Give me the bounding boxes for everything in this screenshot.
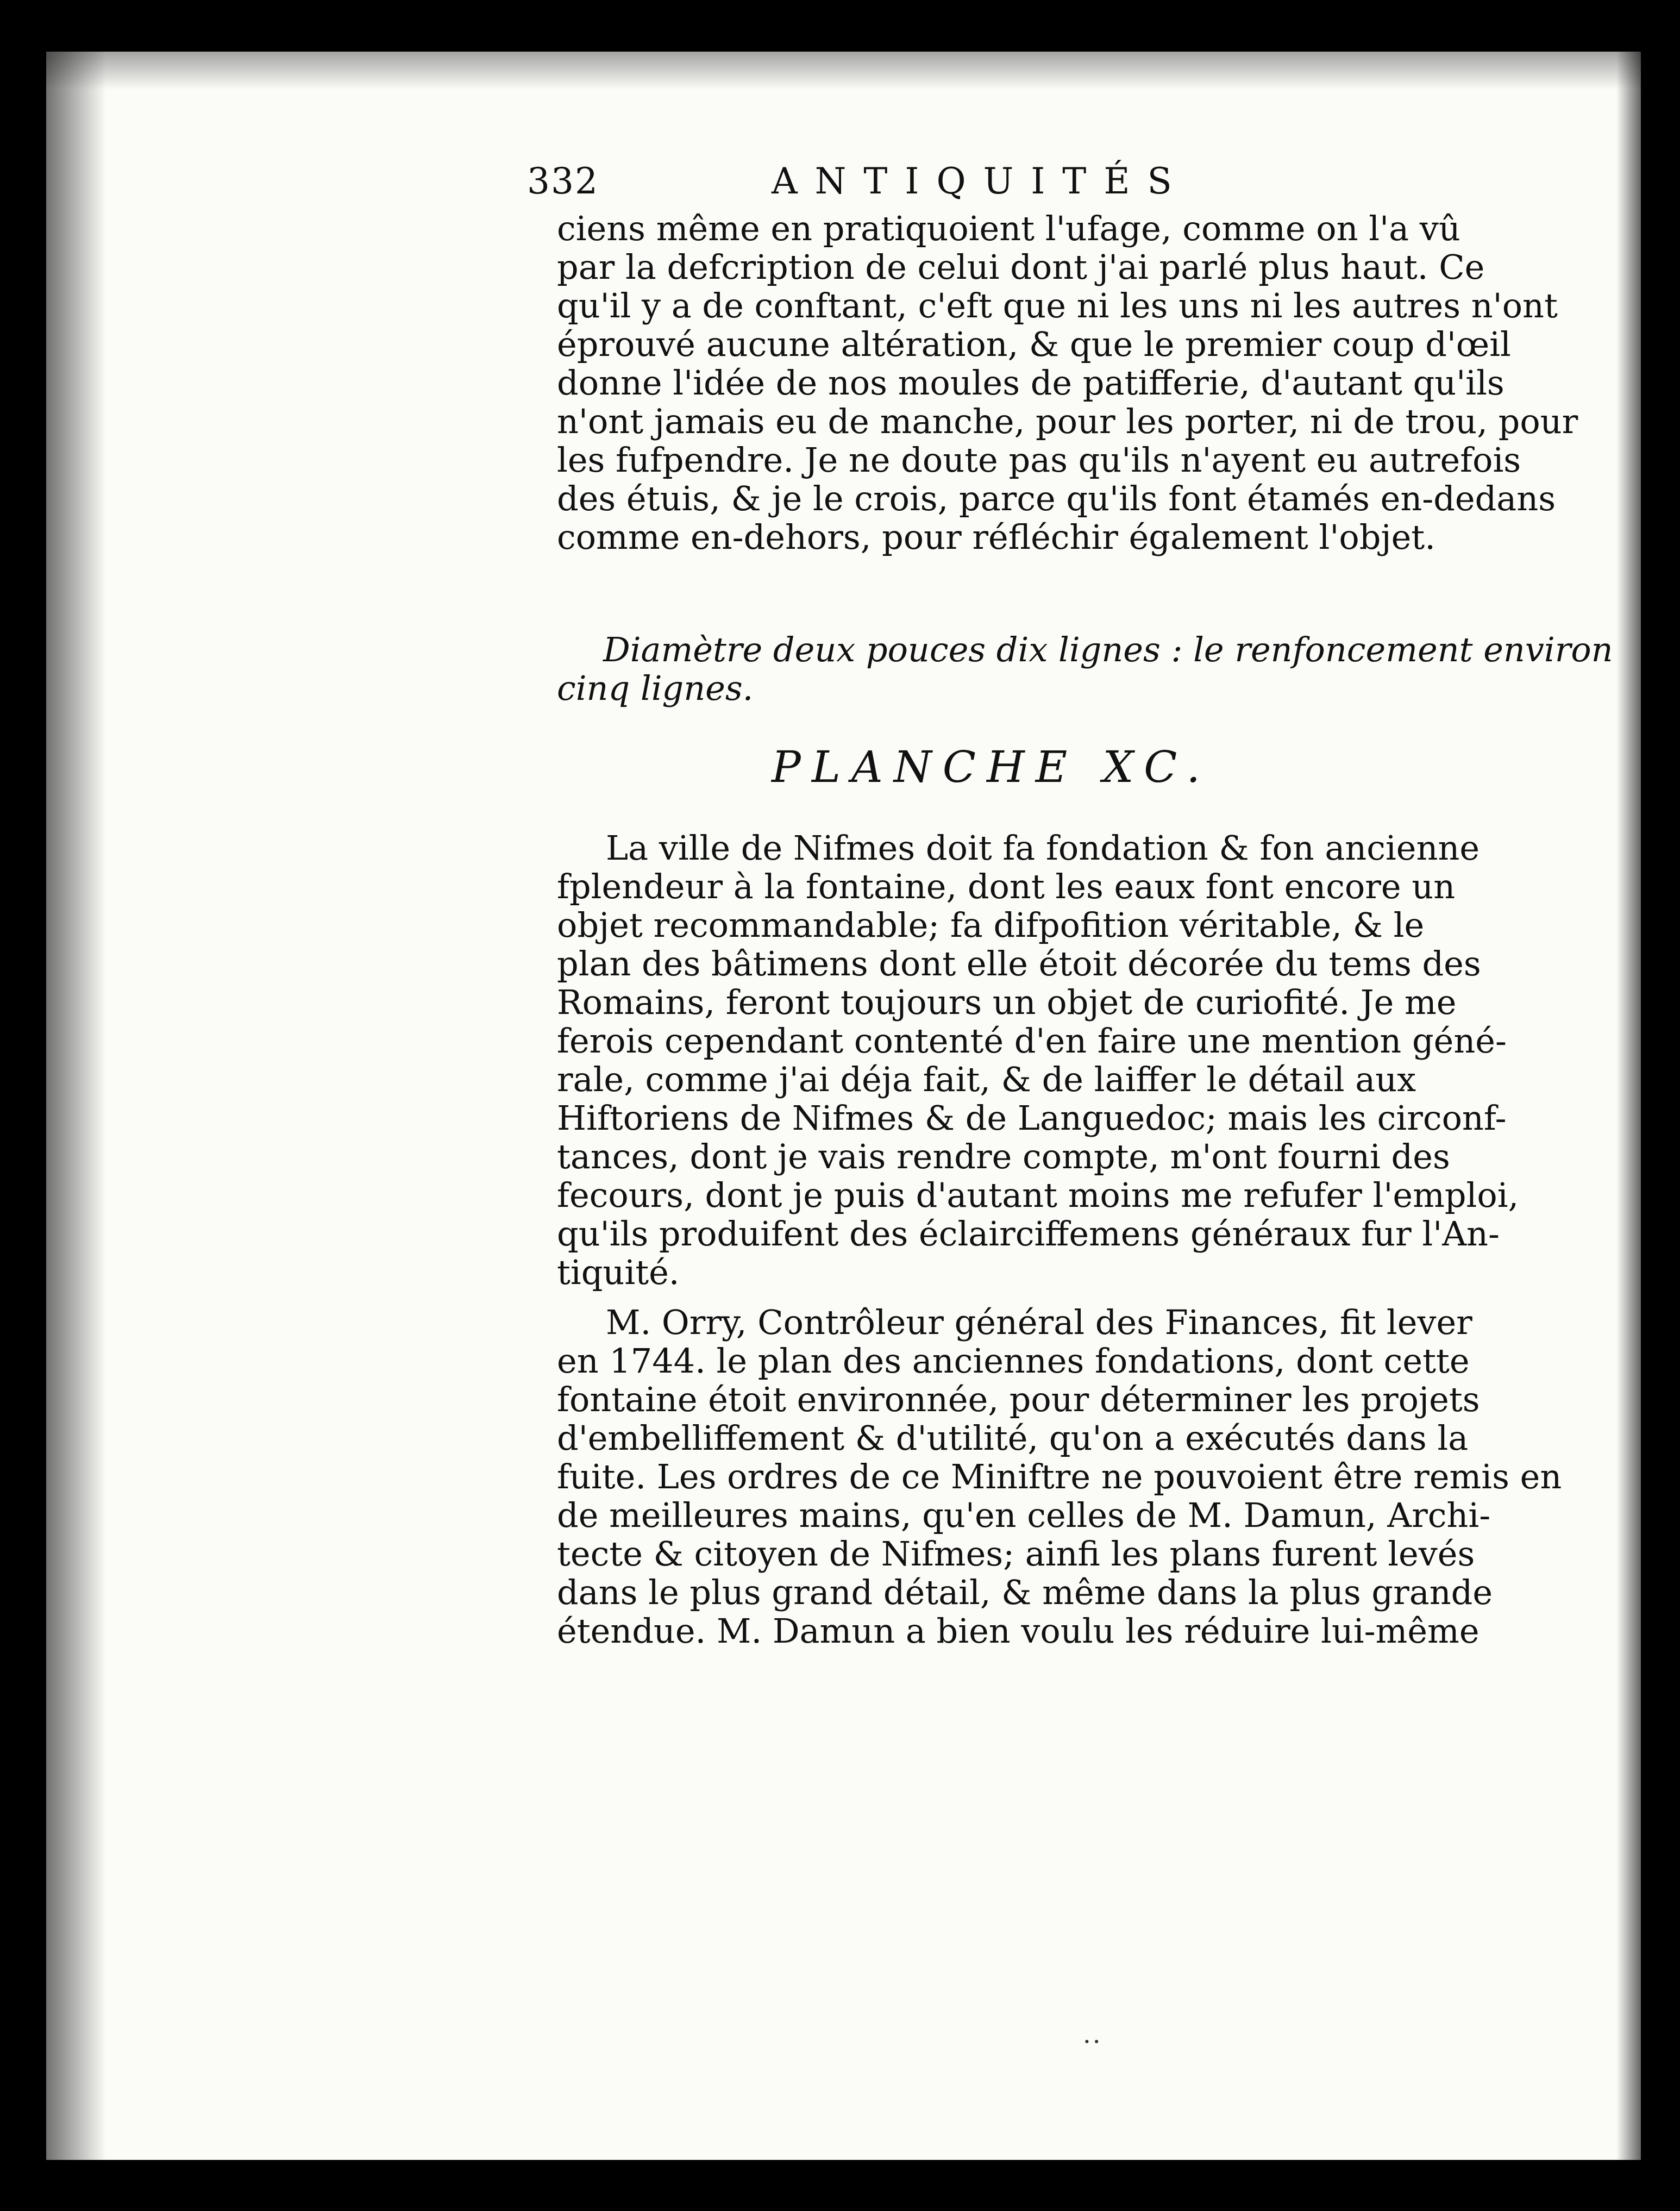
text-line: Romains, feront toujours un objet de curiofité. Je me: [557, 982, 1457, 1022]
plate-heading: PLANCHE XC.: [772, 742, 1211, 792]
text-line: La ville de Nifmes doit fa fondation & fon ancienne: [606, 828, 1480, 868]
text-line: éprouvé aucune altération, & que le premier coup d'œil: [557, 324, 1511, 364]
paragraph-2: [557, 1302, 1562, 1651]
text-line: tiquité.: [557, 1252, 680, 1292]
text-line: les fufpendre. Je ne doute pas qu'ils n'ayent eu autrefois: [557, 440, 1521, 480]
text-line: Diamètre deux pouces dix lignes : le renfoncement environ: [603, 630, 1613, 669]
text-line: rale, comme j'ai déja fait, & de laiffer le détail aux: [557, 1060, 1416, 1099]
text-line: objet recommandable; fa difpofition véritable, & le: [557, 905, 1425, 945]
text-line: dans le plus grand détail, & même dans la plus grande: [557, 1573, 1493, 1612]
text-line: ciens même en pratiquoient l'ufage, comme on l'a vû: [557, 209, 1460, 248]
text-line: par la defcription de celui dont j'ai parlé plus haut. Ce: [557, 247, 1485, 287]
running-title: ANTIQUITÉS: [772, 160, 1189, 202]
scan-edge-shadow-top: [46, 52, 1641, 90]
text-line: fplendeur à la fontaine, dont les eaux font encore un: [557, 867, 1456, 906]
paragraph-1: [557, 828, 1519, 1292]
dimension-note: [557, 630, 1613, 708]
paper-specks-decoration: ∙ ∙: [1084, 2035, 1100, 2049]
text-line: tecte & citoyen de Nifmes; ainfi les plans furent levés: [557, 1534, 1475, 1574]
text-line: étendue. M. Damun a bien voulu les réduire lui-même: [557, 1611, 1480, 1651]
scan-edge-shadow-left: [46, 52, 106, 2160]
text-line: fecours, dont je puis d'autant moins me refufer l'emploi,: [557, 1175, 1519, 1215]
text-line: des étuis, & je le crois, parce qu'ils font étamés en-dedans: [557, 479, 1556, 518]
text-line: plan des bâtimens dont elle étoit décorée du tems des: [557, 944, 1481, 984]
page-number: 332: [527, 160, 599, 202]
text-line: de meilleures mains, qu'en celles de M. Damun, Archi-: [557, 1495, 1491, 1535]
text-line: en 1744. le plan des anciennes fondations, dont cette: [557, 1341, 1470, 1381]
text-line: Hiftoriens de Nifmes & de Languedoc; mais les circonf-: [557, 1098, 1507, 1138]
intro-paragraph: [557, 209, 1578, 557]
text-line: donne l'idée de nos moules de patifferie, d'autant qu'ils: [557, 363, 1505, 403]
text-line: fuite. Les ordres de ce Miniftre ne pouvoient être remis en: [557, 1457, 1562, 1496]
text-line: qu'ils produifent des éclairciffemens généraux fur l'An-: [557, 1214, 1500, 1254]
text-line: qu'il y a de conftant, c'eft que ni les uns ni les autres n'ont: [557, 286, 1558, 325]
text-line: d'embelliffement & d'utilité, qu'on a exécutés dans la: [557, 1418, 1469, 1458]
text-line: cinq lignes.: [557, 668, 754, 708]
text-line: ferois cependant contenté d'en faire une mention géné-: [557, 1021, 1507, 1061]
text-line: n'ont jamais eu de manche, pour les porter, ni de trou, pour: [557, 402, 1578, 441]
text-line: tances, dont je vais rendre compte, m'ont fourni des: [557, 1137, 1450, 1176]
text-line: M. Orry, Contrôleur général des Finances, fit lever: [606, 1302, 1472, 1342]
scan-edge-shadow-right: [1616, 52, 1641, 2160]
text-line: fontaine étoit environnée, pour déterminer les projets: [557, 1380, 1480, 1419]
text-line: comme en-dehors, pour réfléchir également l'objet.: [557, 517, 1435, 557]
